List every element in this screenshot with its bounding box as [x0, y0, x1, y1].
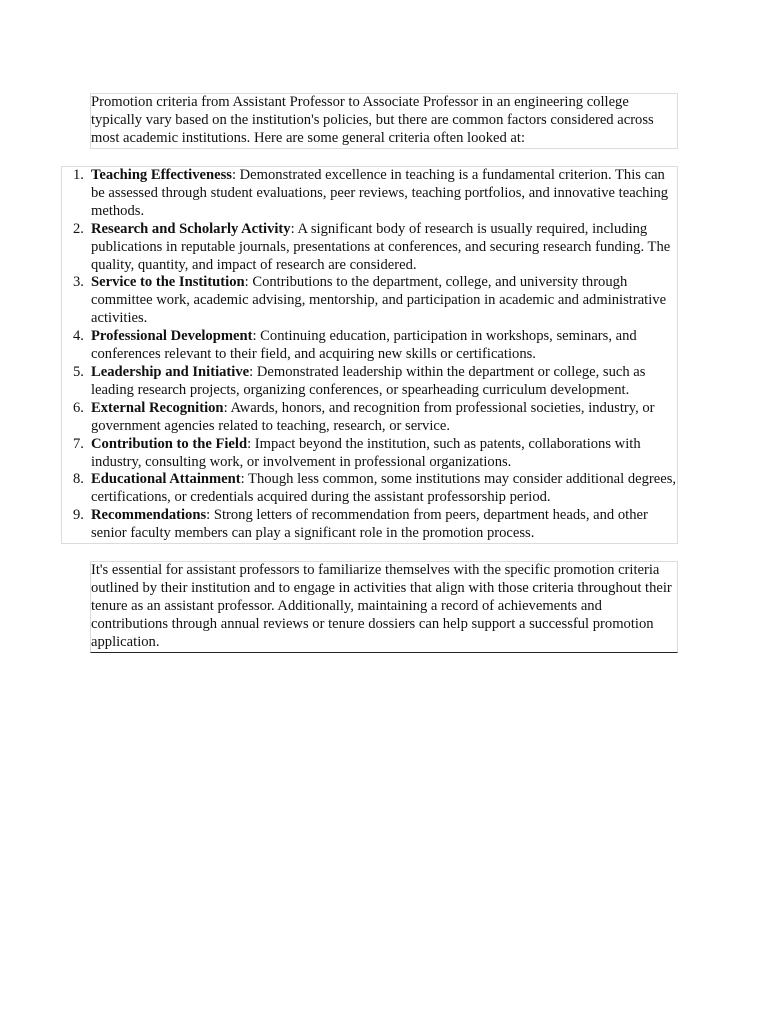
list-item-number: 6.: [73, 399, 84, 416]
list-item-term: Research and Scholarly Activity: [91, 220, 291, 237]
list-item: [62, 221, 677, 275]
list-item-text: : Continuing education, participation in workshops, seminars, and conferences relevant to their field, and acquiring new skills or certifications.: [91, 328, 637, 363]
list-item-term: Teaching Effectiveness: [91, 167, 232, 183]
list-item-number: 1.: [73, 167, 84, 183]
list-item-number: 5.: [73, 363, 84, 380]
list-item-term: Contribution to the Field: [91, 435, 248, 452]
list-item: [62, 471, 677, 507]
list-item-text: : Strong letters of recommendation from peers, department heads, and other senior faculty members can play a significant role in the promotion process.: [91, 507, 648, 542]
closing-paragraph: It's essential for assistant professors to familiarize themselves with the specific promotion criteria outlined by their institution and to engage in activities that align with those criteria throughout their tenure as an assistant professor. Additionally, maintaining a record of achievements and contributions through annual reviews or tenure dossiers can help support a successful promotion application.: [90, 561, 678, 653]
list-item-text: : Awards, honors, and recognition from professional societies, industry, or government agencies related to teaching, research, or service.: [91, 399, 655, 434]
list-item-term: Recommendations: [91, 507, 207, 524]
list-item-text: : Impact beyond the institution, such as patents, collaborations with industry, consulting work, or involvement in professional organizations.: [91, 435, 641, 470]
list-item: [62, 400, 677, 436]
list-item-term: External Recognition: [91, 399, 224, 416]
intro-paragraph: Promotion criteria from Assistant Professor to Associate Professor in an engineering college typically vary based on the institution's policies, but there are common factors considered across most academic institutions. Here are some general criteria often looked at:: [90, 93, 678, 149]
list-item-number: 9.: [73, 507, 84, 524]
list-item: [62, 274, 677, 328]
list-item-number: 3.: [73, 274, 84, 291]
list-item: [62, 507, 677, 543]
list-item-term: Professional Development: [91, 328, 253, 345]
list-item-number: 8.: [73, 471, 84, 488]
list-item-text: : Though less common, some institutions may consider additional degrees, certifications, or credentials acquired during the assistant professorship period.: [91, 471, 677, 506]
list-item-term: Service to the Institution: [91, 274, 245, 291]
list-item: [62, 436, 677, 472]
list-item: [62, 328, 677, 364]
list-item-text: : Demonstrated excellence in teaching is a fundamental criterion. This can be assessed through student evaluations, peer reviews, teaching portfolios, and innovative teaching methods.: [91, 167, 669, 219]
list-item-number: 4.: [73, 328, 84, 345]
list-item-term: Educational Attainment: [91, 471, 241, 488]
criteria-list: [61, 166, 678, 544]
list-item-text: : Demonstrated leadership within the department or college, such as leading research projects, organizing conferences, or spearheading curriculum development.: [91, 363, 646, 398]
list-item-number: 2.: [73, 220, 84, 237]
list-item-text: : Contributions to the department, college, and university through committee work, academic advising, mentorship, and participation in academic and administrative activities.: [91, 274, 667, 327]
list-item: [62, 364, 677, 400]
list-item: [62, 167, 677, 221]
list-item-text: : A significant body of research is usually required, including publications in reputable journals, presentations at conferences, and securing research funding. The quality, quantity, and impact of research are considered.: [91, 220, 671, 273]
list-item-number: 7.: [73, 435, 84, 452]
list-item-term: Leadership and Initiative: [91, 363, 250, 380]
